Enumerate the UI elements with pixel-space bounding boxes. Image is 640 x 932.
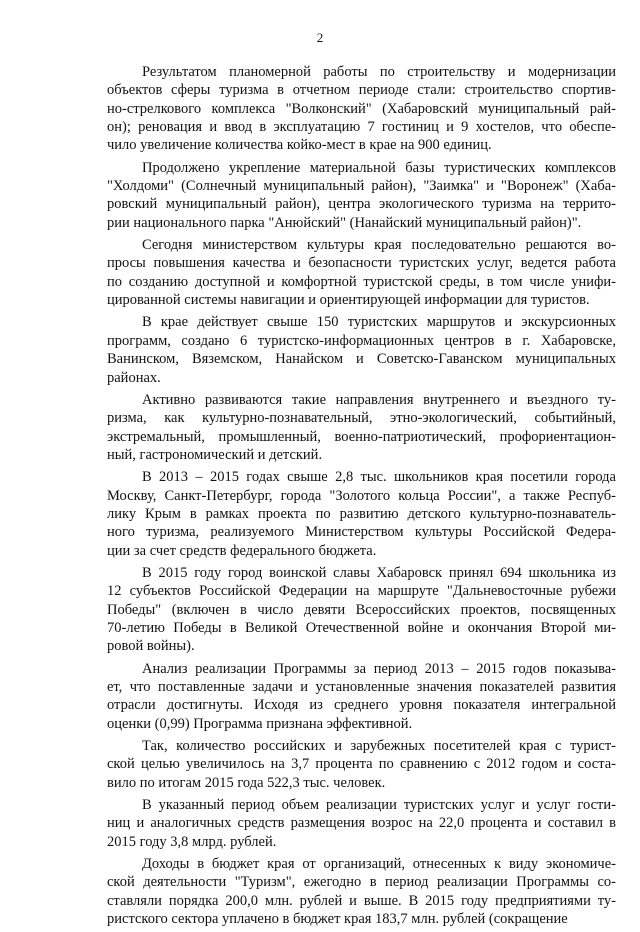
paragraph [107,564,616,656]
text-line: ного туризма, реализуемого Министерством культуры Российской Федера- [107,524,616,541]
text-line: просы повышения качества и безопасности туристских услуг, ведется работа [107,255,616,272]
text-line: ет, что поставленные задачи и установленные значения показателей развития [107,679,616,695]
text-line: Продолжено укрепление материальной базы туристических комплексов [142,159,616,176]
text-line: отрасли достигнуты. Исходя из среднего уровня показателя интегральной [107,697,616,714]
text-line: В 2013 – 2015 годах свыше 2,8 тыс. школьников края посетили города [142,469,616,486]
paragraph [107,660,616,733]
text-line: чило увеличение количества койко-мест в крае на 900 единиц. [107,137,492,154]
paragraph [107,236,616,309]
text-line: он); реновация и ввод в эксплуатацию 7 гостиниц и 9 хостелов, что обеспе- [107,119,616,136]
paragraph [107,313,616,386]
text-line: вило по итогам 2015 года 522,3 тыс. человек. [107,774,386,791]
text-line: Победы" (включен в число девяти Всероссийских проектов, посвященных [107,601,616,618]
text-line: В крае действует свыше 150 туристских маршрутов и экскурсионных [142,314,616,331]
text-line: по созданию доступной и комфортной туристской среды, в том числе унифи- [107,273,616,290]
paragraph [107,737,616,792]
text-line: Так, количество российских и зарубежных посетителей края с турист- [142,738,616,755]
text-line: Доходы в бюджет края от организаций, отнесенных к виду экономиче- [142,856,616,873]
paragraph [107,391,616,464]
paragraph [107,63,616,155]
text-line: ской деятельности "Туризм", ежегодно в период реализации Программы со- [107,874,616,891]
text-line: Анализ реализации Программы за период 2013 – 2015 годов показыва- [142,660,616,677]
text-line: экстремальный, промышленный, военно-патриотический, профориентацион- [107,428,616,445]
text-line: 12 субъектов Российской Федерации на маршруте "Дальневосточные рубежи [107,583,616,600]
text-line: ризма, как культурно-познавательный, этно-экологический, событийный, [107,410,616,427]
document-body [107,63,616,932]
text-line: лику Крым в рамках проекта по развитию детского культурно-познаватель- [107,505,616,522]
text-line: Москву, Санкт-Петербург, города "Золотого кольца России", а также Респуб- [107,487,616,504]
paragraph [107,159,616,232]
text-line: ный, гастрономический и детский. [107,446,323,463]
text-line: оценки (0,99) Программа признана эффективной. [107,715,413,732]
text-line: В 2015 году город воинской славы Хабаровск принял 694 школьника из [142,564,616,581]
text-line: В указанный период объем реализации туристских услуг и услуг гости- [142,797,616,814]
text-line: районах. [107,369,161,386]
text-line: ниц и аналогичных средств размещения возрос на 22,0 процента и составил в [107,815,616,832]
text-line: ской целью увеличилось на 3,7 процента по сравнению с 2012 годом и соста- [107,756,616,773]
text-line: ристского сектора уплачено в бюджет края 183,7 млн. рублей (сокращение [107,911,568,928]
text-line: Результатом планомерной работы по строительству и модернизации [142,64,616,80]
text-line: ровой войны). [107,638,195,655]
paragraph [107,796,616,851]
text-line: программ, создано 6 туристско-информационных центров в г. Хабаровске, [107,332,616,349]
text-line: объектов сферы туризма в отчетном периоде стали: строительство спортив- [107,82,616,99]
text-line: но-стрелкового комплекса "Волконский" (Хабаровский муниципальный рай- [107,100,616,117]
text-line: цированной системы навигации и ориентирующей информации для туристов. [107,292,590,309]
text-line: 2015 году 3,8 млрд. рублей. [107,833,277,850]
paragraph [107,855,616,928]
text-line: Сегодня министерством культуры края последовательно решаются во- [142,237,616,254]
text-line: 70-летию Победы в Великой Отечественной войне и окончания Второй ми- [107,619,616,636]
text-line: рии национального парка "Анюйский" (Нанайский муниципальный район)". [107,214,582,231]
text-line: ставляли порядка 200,0 млн. рублей и выше. В 2015 году предприятиями ту- [107,892,616,909]
text-line: ции за счет средств федерального бюджета. [107,542,377,559]
paragraph [107,468,616,560]
page-number: 2 [316,30,324,45]
text-line: Ванинском, Вяземском, Нанайском и Советско-Гаванском муниципальных [107,351,616,368]
text-line: Активно развиваются такие направления внутреннего и въездного ту- [142,391,616,408]
text-line: "Холдоми" (Солнечный муниципальный район), "Заимка" и "Воронеж" (Хаба- [107,178,616,195]
text-line: ровский муниципальный район), центра экологического туризма на террито- [107,196,616,213]
